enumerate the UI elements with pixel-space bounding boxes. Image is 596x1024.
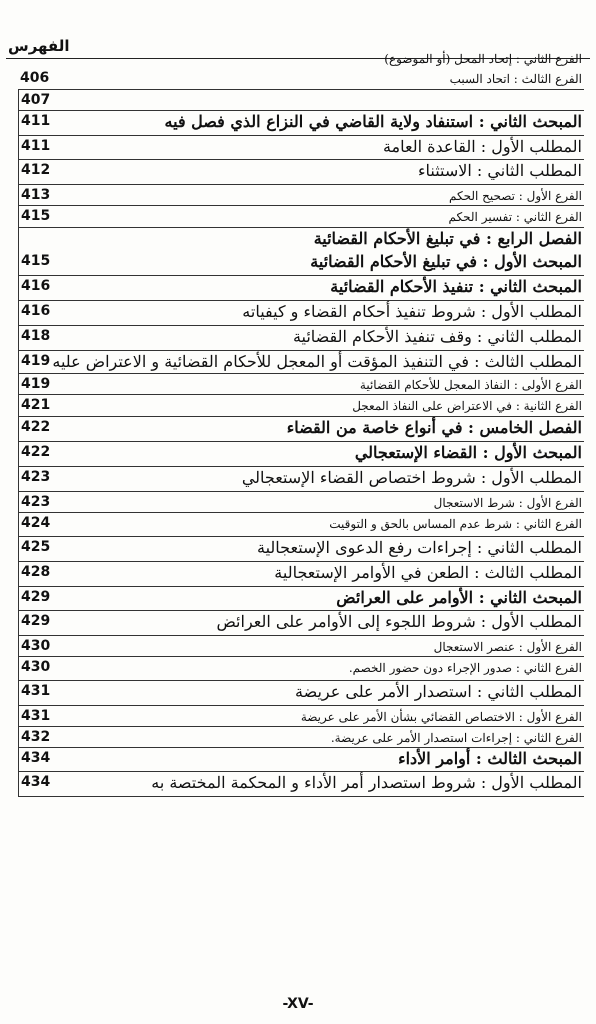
toc-entry-page: 406 [20,70,50,86]
toc-entry-title: الفرع الأول : عنصر الاستعجال [433,640,582,654]
toc-row [18,276,584,301]
toc-row [18,374,584,395]
toc-entry-title: المطلب الأول : شروط اختصاص القضاء الإستعجالي [241,468,582,487]
toc-entry-page: 428 [21,564,51,580]
toc-entry-page: 430 [21,638,51,654]
toc-entry-page: 423 [21,469,51,485]
toc-entry-title: المطلب الأول : شروط تنفيذ أحكام القضاء و كيفياته [242,302,582,321]
toc-entry-title: الفرع الثاني : إتحاد المحل (أو الموضوع) [384,52,582,66]
toc-row [18,160,584,185]
toc-entry-page: 432 [21,729,51,745]
toc-entry-page: 411 [21,113,51,129]
toc-row [18,611,584,636]
toc-entry-title: المطلب الأول : القاعدة العامة [382,137,582,156]
toc-row [18,111,584,136]
toc-row [18,442,584,467]
toc-entry-title: الفرع الثاني : شرط عدم المساس بالحق و التوقيت [329,517,582,531]
toc-entry-page: 421 [21,397,51,413]
toc-entry-page: 407 [21,92,51,108]
toc-row [18,562,584,587]
toc-row [18,206,584,228]
toc-entry-title: المبحث الثالث : أوامر الأداء [398,749,582,768]
toc-row [18,467,584,492]
toc-row [18,772,584,797]
toc-row [18,513,584,537]
toc-entry-page: 412 [21,162,51,178]
toc-entry-title: الفصل الرابع : في تبليغ الأحكام القضائية [313,229,582,248]
toc-row [18,68,584,90]
toc-entry-page: 423 [21,494,51,510]
toc-entry-title: المطلب الثاني : إجراءات رفع الدعوى الإستعجالية [256,538,582,557]
toc-entry-title: المطلب الثالث : الطعن في الأوامر الإستعجالية [274,563,582,582]
toc-entry-page: 411 [21,138,51,154]
toc-row [18,492,584,513]
toc-row [18,90,584,111]
toc-entry-title: الفرع الأولى : النفاذ المعجل للأحكام القضائية [359,378,582,392]
toc-row [18,301,584,326]
toc-entry-page: 422 [21,419,51,435]
toc-entry-title: الفرع الثانية : في الاعتراض على النفاذ المعجل [352,399,582,413]
toc-entry-page: 434 [21,750,51,766]
toc-row [18,681,584,706]
toc-entry-title: المطلب الأول : شروط اللجوء إلى الأوامر على العرائض [216,612,582,631]
toc-entry-title: الفصل الخامس : في أنواع خاصة من القضاء [286,418,582,437]
toc-entry-page: 419 [21,376,51,392]
toc-entry-page: 425 [21,539,51,555]
toc-entry-title: المطلب الأول : شروط استصدار أمر الأداء و المحكمة المختصة به [151,773,582,792]
toc-row [18,587,584,611]
toc-entry-title: الفرع الأول : شرط الاستعجال [433,496,582,510]
toc-entry-page: 434 [21,774,51,790]
toc-entry-page: 415 [21,253,51,269]
toc-entry-title: المبحث الأول : القضاء الإستعجالي [354,443,582,462]
toc-row [18,706,584,727]
toc-entry-title: المطلب الثاني : وقف تنفيذ الأحكام القضائية [292,327,582,346]
table-of-contents [18,48,584,797]
toc-entry-title: المبحث الثاني : استنفاد ولاية القاضي في النزاع الذي فصل فيه [164,112,582,131]
toc-entry-page: 418 [21,328,51,344]
toc-row [18,185,584,206]
toc-entry-page: 424 [21,515,51,531]
toc-row [18,136,584,160]
toc-entry-title: الفرع الثاني : تفسير الحكم [448,210,582,224]
toc-entry-page: 415 [21,208,51,224]
toc-entry-page: 431 [21,708,51,724]
toc-row [18,395,584,417]
toc-row [18,251,584,276]
toc-row [18,537,584,562]
toc-entry-title: المطلب الثالث : في التنفيذ المؤقت أو المعجل للأحكام القضائية و الاعتراض عليه [52,352,582,371]
toc-entry-page: 429 [21,613,51,629]
toc-entry-page: 422 [21,444,51,460]
toc-entry-title: المطلب الثاني : الاستثناء [417,161,582,180]
toc-entry-page: 430 [21,659,51,675]
toc-entry-page: 416 [21,278,51,294]
toc-entry-page: 431 [21,683,51,699]
toc-entry-title: الفرع الثالث : اتحاد السبب [449,72,582,86]
page-number: -XV- [282,996,314,1012]
toc-row [18,48,584,68]
toc-entry-page: 413 [21,187,51,203]
toc-row [18,228,584,251]
toc-entry-title: المبحث الثاني : تنفيذ الأحكام القضائية [330,277,582,296]
toc-row [18,326,584,351]
toc-entry-page: 416 [21,303,51,319]
toc-row [18,636,584,657]
toc-entry-page: 419 [21,353,51,369]
toc-entry-title: الفرع الأول : الاختصاص القضائي بشأن الأمر على عريضة [300,710,582,724]
index-title: الفهرس [8,37,70,55]
toc-row [18,748,584,772]
toc-entry-page: 429 [21,589,51,605]
toc-entry-title: المطلب الثاني : استصدار الأمر على عريضة [295,682,582,701]
toc-row [18,657,584,681]
toc-entry-title: الفرع الثاني : إجراءات استصدار الأمر على عريضة. [330,731,582,745]
toc-row [18,727,584,748]
toc-row [18,351,584,374]
toc-entry-title: المبحث الثاني : الأوامر على العرائض [336,588,582,607]
toc-entry-title: الفرع الثاني : صدور الإجراء دون حضور الخصم. [348,661,582,675]
toc-row [18,417,584,442]
toc-entry-title: المبحث الأول : في تبليغ الأحكام القضائية [310,252,582,271]
toc-entry-title: الفرع الأول : تصحيح الحكم [448,189,582,203]
